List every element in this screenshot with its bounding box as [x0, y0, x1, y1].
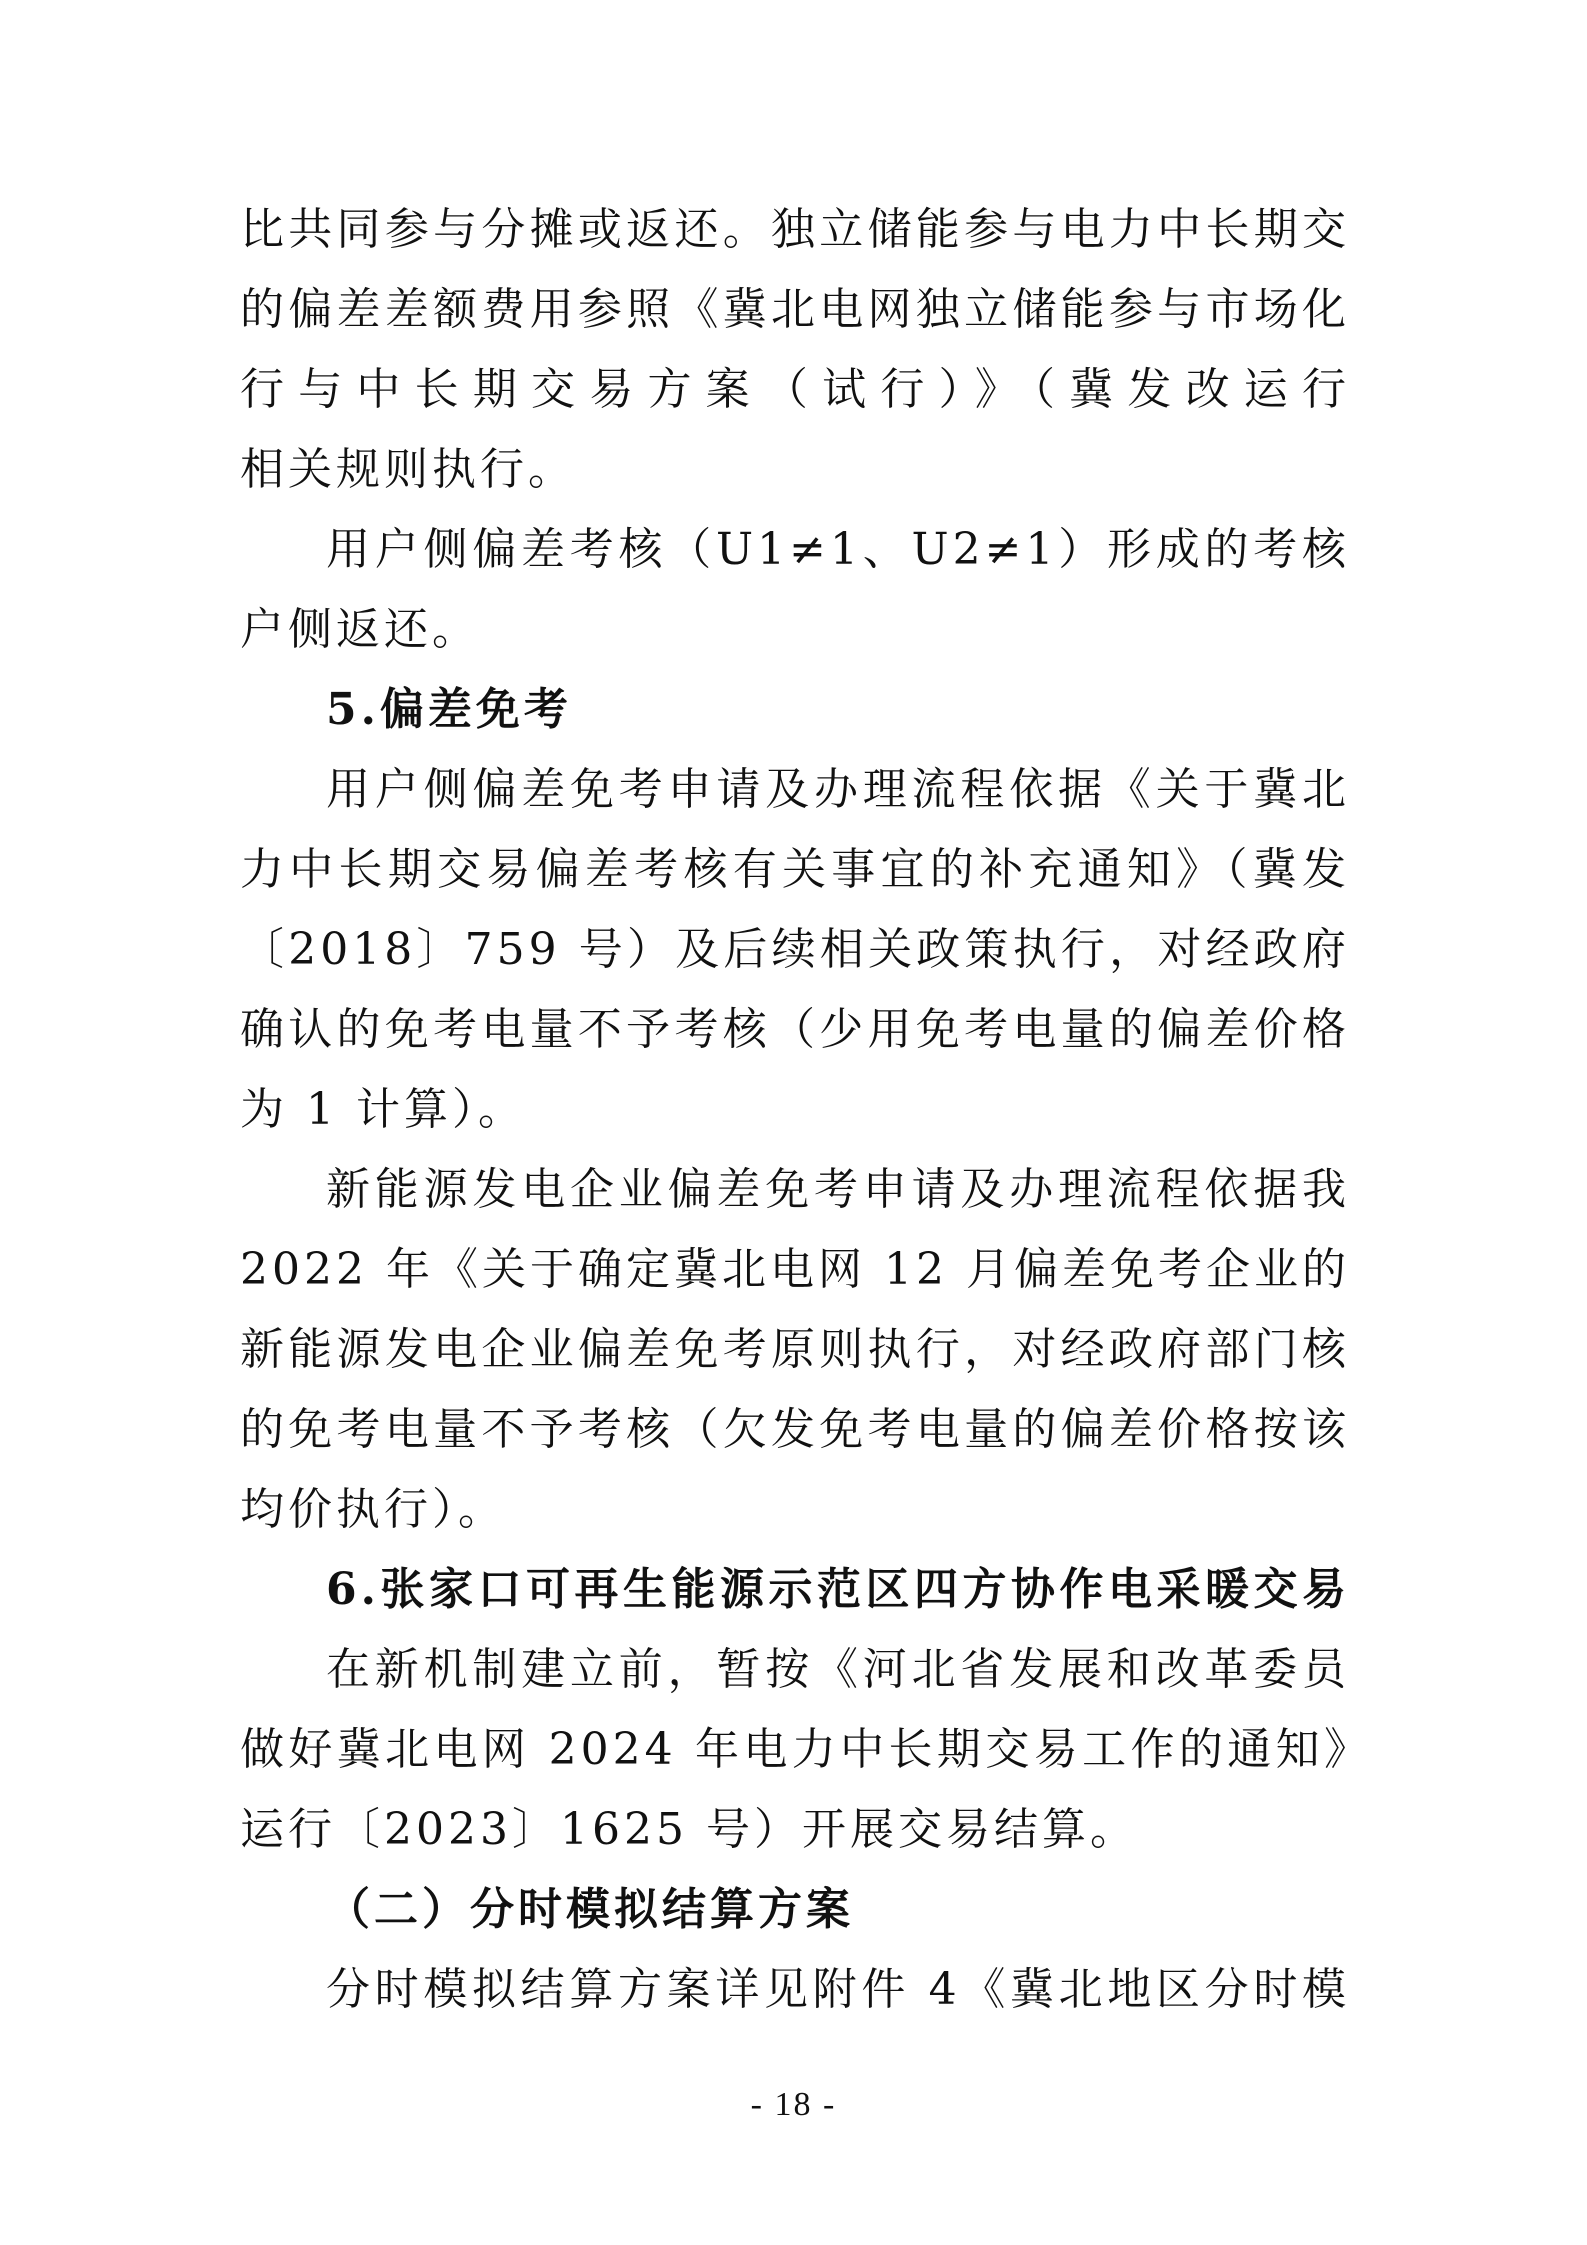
paragraph-line: 确认的免考电量不予考核（少用免考电量的偏差价格 — [240, 1004, 1350, 1055]
paragraph-line: 户侧返还。 — [240, 604, 480, 655]
paragraph-line: 〔2018〕759 号）及后续相关政策执行，对经政府 — [240, 924, 1350, 975]
paragraph-line: 比共同参与分摊或返还。独立储能参与电力中长期交 — [240, 204, 1350, 255]
paragraph-line: 分时模拟结算方案详见附件 4《冀北地区分时模 — [326, 1964, 1350, 2015]
paragraph-line: 做好冀北电网 2024 年电力中长期交易工作的通知》 — [240, 1724, 1350, 1775]
paragraph-line: 2022 年《关于确定冀北电网 12 月偏差免考企业的 — [240, 1244, 1350, 1295]
paragraph-line: 新能源发电企业偏差免考原则执行，对经政府部门核 — [240, 1324, 1350, 1375]
section-heading: 5.偏差免考 — [326, 684, 572, 735]
paragraph-line: 的免考电量不予考核（欠发免考电量的偏差价格按该 — [240, 1404, 1350, 1455]
subsection-heading: （二）分时模拟结算方案 — [326, 1884, 854, 1935]
section-heading: 6.张家口可再生能源示范区四方协作电采暖交易 — [326, 1564, 1350, 1615]
paragraph-line: 在新机制建立前，暂按《河北省发展和改革委员 — [326, 1644, 1350, 1695]
paragraph-line: 运行〔2023〕1625 号）开展交易结算。 — [240, 1804, 1138, 1855]
paragraph-line: 新能源发电企业偏差免考申请及办理流程依据我 — [326, 1164, 1350, 1215]
paragraph-line: 行与中长期交易方案（试行）》（冀发改运行 — [240, 364, 1350, 415]
paragraph-line: 用户侧偏差考核（U1≠1、U2≠1）形成的考核 — [326, 524, 1350, 575]
paragraph-line: 的偏差差额费用参照《冀北电网独立储能参与市场化 — [240, 284, 1350, 335]
paragraph-line: 相关规则执行。 — [240, 444, 576, 495]
page-number: - 18 - — [750, 2086, 837, 2123]
paragraph-line: 均价执行）。 — [240, 1484, 506, 1535]
paragraph-line: 用户侧偏差免考申请及办理流程依据《关于冀北 — [326, 764, 1350, 815]
paragraph-line: 力中长期交易偏差考核有关事宜的补充通知》（冀发 — [240, 844, 1350, 895]
paragraph-line: 为 1 计算）。 — [240, 1084, 526, 1135]
